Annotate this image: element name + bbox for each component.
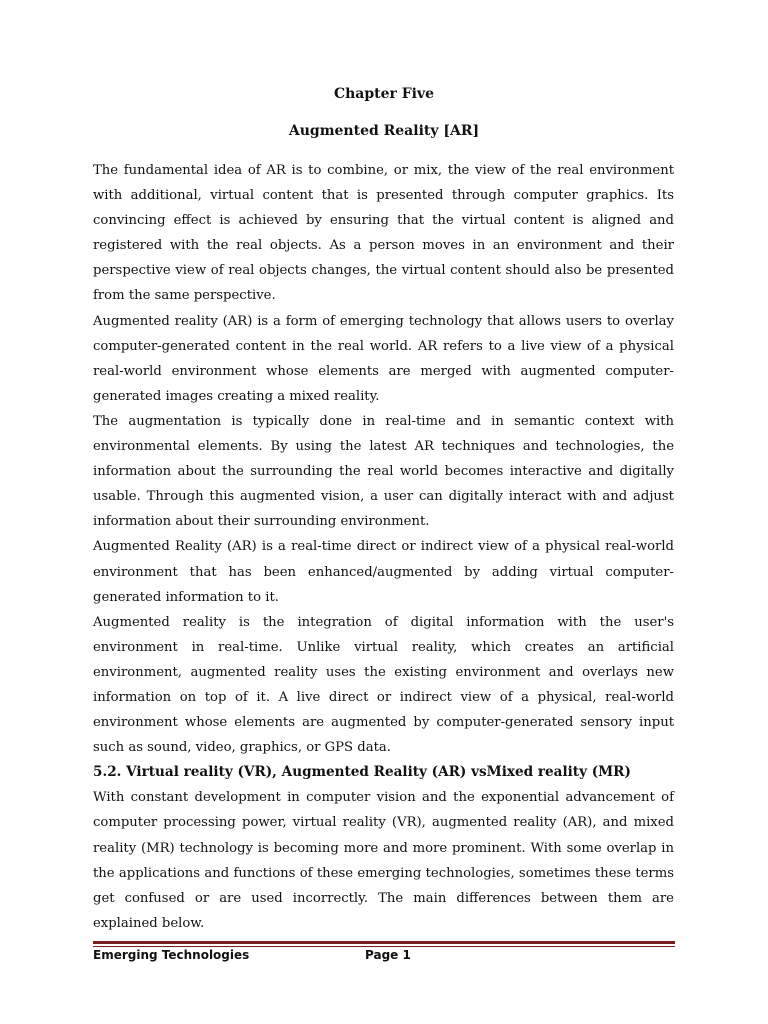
- footer-rule-thin: [93, 946, 675, 947]
- paragraph-3: The augmentation is typically done in real-time and in semantic context with environmental elements. By using the latest AR techniques and technologies, the information about the surrounding the real world becomes interactive and digitally usable. Through this augmented vision, a user can digitally interact with and adjust information about their surrounding environment.: [93, 413, 674, 530]
- page-title: Augmented Reality [AR]: [288, 123, 480, 139]
- subsection-paragraph: With constant development in computer vision and the exponential advancement of computer processing power, virtual reality (VR), augmented reality (AR), and mixed reality (MR) technology is becoming more and more prominent. With some overlap in the applications and functions of these emerging technologies, sometimes these terms get confused or are used incorrectly. The main differences between them are explained below.: [93, 790, 674, 931]
- footer-rule-thick: [93, 941, 675, 944]
- footer-title: Emerging Technologies: [93, 948, 250, 962]
- body-text: [93, 158, 674, 936]
- page-number: Page 1: [365, 948, 411, 962]
- paragraph-2: Augmented reality (AR) is a form of emerging technology that allows users to overlay computer-generated content in the real world. AR refers to a live view of a physical real-world environment whose elements are merged with augmented computer-generated images creating a mixed reality.: [93, 313, 674, 404]
- subsection-heading: 5.2. Virtual reality (VR), Augmented Reality (AR) vsMixed reality (MR): [93, 764, 631, 781]
- paragraph-1: The fundamental idea of AR is to combine, or mix, the view of the real environment with additional, virtual content that is presented through computer graphics. Its convincing effect is achieved by ensuring that the virtual content is aligned and registered with the real objects. As a person moves in an environment and their perspective view of real objects changes, the virtual content should also be presented from the same perspective.: [93, 163, 674, 304]
- paragraph-4: Augmented Reality (AR) is a real-time direct or indirect view of a physical real-world environment that has been enhanced/augmented by adding virtual computer-generated information to it.: [93, 539, 674, 605]
- paragraph-5: Augmented reality is the integration of digital information with the user's environment in real-time. Unlike virtual reality, which creates an artificial environment, augmented reality uses the existing environment and overlays new information on top of it. A live direct or indirect view of a physical, real-world environment whose elements are augmented by computer-generated sensory input such as sound, video, graphics, or GPS data.: [93, 614, 674, 756]
- chapter-title: Chapter Five: [333, 86, 435, 102]
